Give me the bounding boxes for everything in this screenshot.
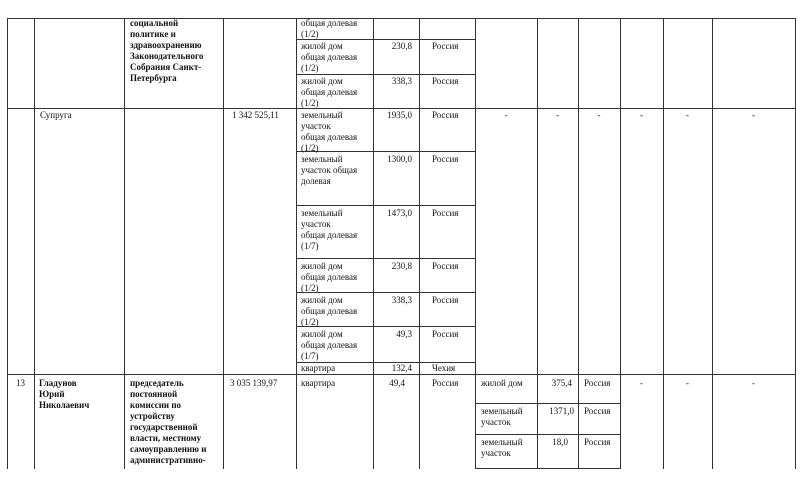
property-type-cell: жилой дом общая долевая (1/2): [301, 76, 358, 108]
property-type-cell: жилой дом общая долевая (1/2): [301, 41, 358, 73]
table-border: [7, 18, 8, 469]
use-area-cell: 375,4: [551, 378, 572, 388]
empty-value-dash: -: [504, 110, 508, 120]
property-country-cell: Россия: [432, 261, 459, 271]
table-border: [34, 18, 35, 469]
empty-value-dash: -: [640, 378, 643, 388]
property-country-cell: Россия: [432, 208, 459, 218]
property-area-cell: 1300,0: [387, 154, 412, 164]
use-type-cell: жилой дом: [481, 378, 523, 388]
use-area-cell: 18,0: [552, 437, 568, 447]
property-area-cell: 230,8: [391, 41, 412, 51]
property-area-cell: 49,3: [396, 329, 412, 339]
table-border: [795, 18, 796, 469]
use-country-cell: Россия: [584, 378, 611, 388]
income-cell: 1 342 525,11: [232, 110, 279, 120]
use-country-cell: Россия: [584, 406, 611, 416]
property-area-cell: 338,3: [391, 76, 412, 86]
use-area-cell: 1371,0: [549, 406, 574, 416]
property-area-cell: 230,8: [391, 261, 412, 271]
table-border: [620, 18, 621, 469]
empty-value-dash: -: [686, 110, 689, 120]
table-border: [373, 18, 374, 469]
table-border: [296, 205, 476, 206]
property-type-cell: жилой дом общая долевая (1/2): [301, 261, 358, 293]
table-border: [7, 18, 796, 19]
property-type-cell: общая долевая (1/2): [301, 18, 358, 39]
property-area-cell: 1935,0: [387, 110, 412, 120]
table-border: [663, 18, 664, 469]
use-country-cell: Россия: [584, 437, 611, 447]
table-border: [296, 74, 476, 75]
empty-value-dash: -: [640, 110, 643, 120]
property-country-cell: Чехия: [432, 363, 456, 373]
table-border: [475, 468, 621, 469]
table-border: [578, 18, 579, 469]
use-type-cell: земельный участок: [481, 437, 523, 458]
table-border: [124, 18, 125, 469]
row-number-cell: 13: [16, 378, 25, 388]
property-country-cell: Россия: [432, 378, 459, 388]
property-type-cell: жилой дом общая долевая (1/2): [301, 295, 358, 327]
position-cell: социальной политике и здравоохранению Законодательного Собрания Санкт- Петербурга: [130, 18, 204, 83]
empty-value-dash: -: [556, 110, 559, 120]
property-country-cell: Россия: [432, 41, 459, 51]
property-type-cell: земельный участок общая долевая (1/2): [301, 110, 358, 153]
table-border: [475, 434, 621, 435]
person-name-cell: Гладунов Юрий Николаевич: [39, 378, 90, 410]
empty-value-dash: -: [752, 110, 755, 120]
use-type-cell: земельный участок: [481, 406, 523, 427]
table-border: [475, 18, 476, 469]
property-country-cell: Россия: [432, 295, 459, 305]
table-border: [7, 108, 796, 109]
empty-value-dash: -: [686, 378, 689, 388]
property-area-cell: 132,4: [391, 363, 412, 373]
position-cell: председатель постоянной комиссии по устройству государственной власти, местному самоуправлению и административно-: [130, 378, 207, 465]
property-area-cell: 338,3: [391, 295, 412, 305]
empty-value-dash: -: [597, 110, 601, 120]
table-border: [537, 18, 538, 469]
property-type-cell: квартира: [301, 363, 336, 373]
income-cell: 3 035 139,97: [230, 378, 278, 388]
property-area-cell: 49,4: [389, 378, 405, 388]
property-country-cell: Россия: [432, 329, 459, 339]
table-border: [296, 18, 297, 469]
table-border: [296, 258, 476, 259]
property-country-cell: Россия: [432, 154, 459, 164]
property-country-cell: Россия: [432, 76, 459, 86]
property-type-cell: земельный участок общая долевая: [301, 154, 358, 186]
property-country-cell: Россия: [432, 110, 459, 120]
table-border: [419, 18, 420, 469]
table-border: [223, 18, 224, 469]
table-border: [475, 403, 621, 404]
property-type-cell: квартира: [301, 378, 336, 388]
person-name-cell: Супруга: [40, 110, 72, 120]
table-border: [712, 18, 713, 469]
property-type-cell: жилой дом общая долевая (1/7): [301, 329, 358, 361]
empty-value-dash: -: [752, 378, 755, 388]
table-border: [7, 374, 796, 375]
property-area-cell: 1473,0: [387, 208, 412, 218]
property-type-cell: земельный участок общая долевая (1/7): [301, 208, 358, 251]
